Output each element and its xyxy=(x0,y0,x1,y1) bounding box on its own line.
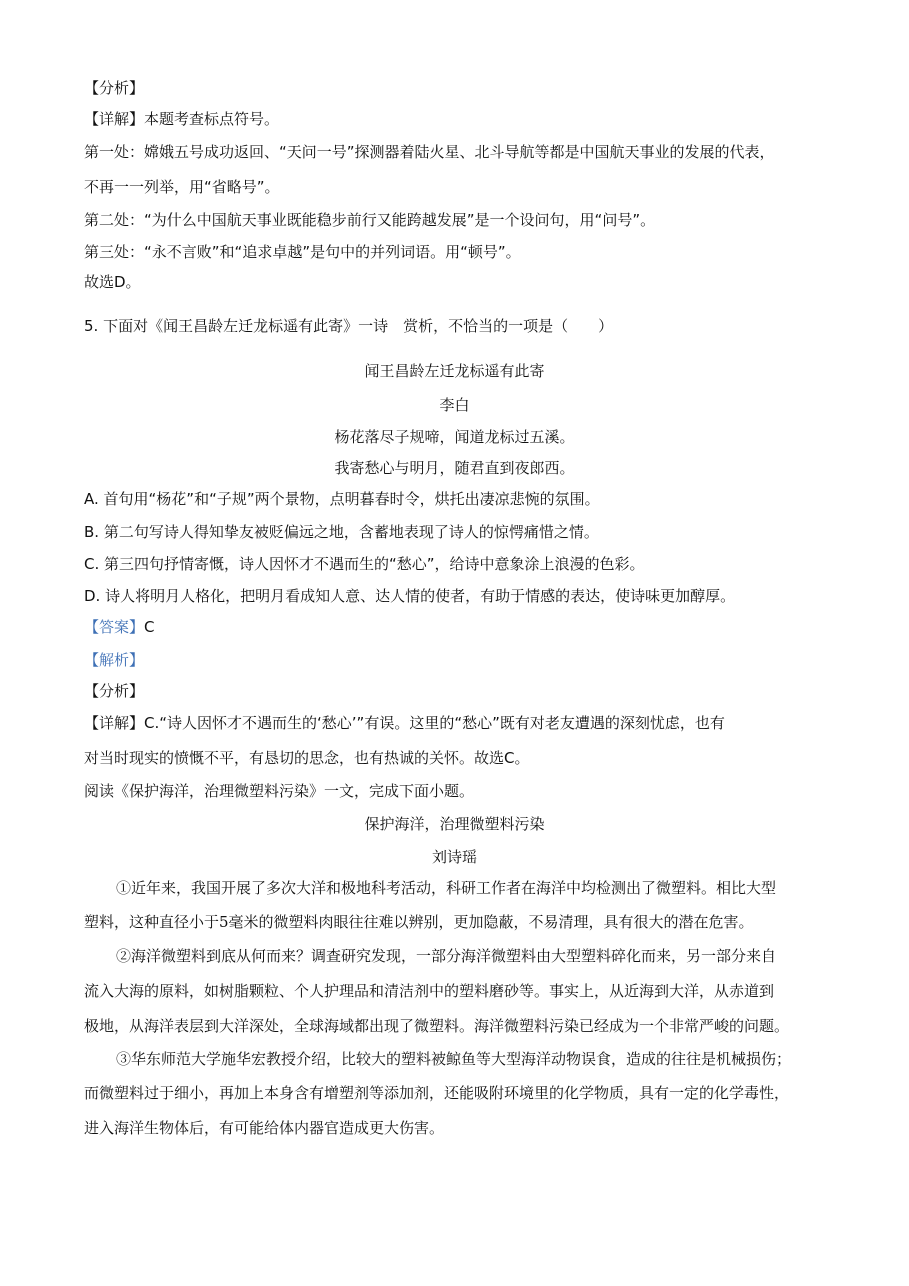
explanation-point-3: 第三处：“永不言败”和“追求卓越”是句中的并列词语。用“顿号”。 xyxy=(84,243,521,261)
paragraph-3-line-3: 进入海洋生物体后，有可能给体内器官造成更大伤害。 xyxy=(84,1119,445,1137)
option-c: C. 第三四句抒情寄慨，诗人因怀才不遇而生的“愁心”，给诗中意象涂上浪漫的色彩。 xyxy=(84,555,645,573)
explanation-point-1b: 不再一一列举，用“省略号”。 xyxy=(84,178,280,196)
paragraph-2-line-2: 流入大海的原料，如树脂颗粒、个人护理品和清洁剂中的塑料磨砂等。事实上，从近海到大洋，从赤道到 xyxy=(84,982,775,1000)
option-b: B. 第二句写诗人得知挚友被贬偏远之地，含蓄地表现了诗人的惊愕痛惜之情。 xyxy=(84,523,599,541)
answer-value: C xyxy=(144,618,155,636)
analysis-heading: 【分析】 xyxy=(84,79,145,97)
detail-line-2: 对当时现实的愤慨不平，有恳切的思念，也有热诚的关怀。故选C。 xyxy=(84,749,530,767)
poem-author: 李白 xyxy=(439,396,470,414)
reading-intro: 阅读《保护海洋，治理微塑料污染》一文，完成下面小题。 xyxy=(84,782,475,800)
analysis-label: 【解析】 xyxy=(84,651,145,669)
option-d: D. 诗人将明月人格化，把明月看成知人意、达人情的使者，有助于情感的表达，使诗味更加醇厚。 xyxy=(84,587,736,605)
paragraph-3-line-2: 而微塑料过于细小，再加上本身含有增塑剂等添加剂，还能吸附环境里的化学物质，具有一定的化学毒性， xyxy=(84,1084,790,1102)
poem-title: 闻王昌龄左迁龙标遥有此寄 xyxy=(364,362,545,380)
answer-label: 【答案】 xyxy=(84,618,145,636)
article-title: 保护海洋，治理微塑料污染 xyxy=(364,815,545,833)
detail-line-1: 【详解】C.“诗人因怀才不遇而生的‘愁心’”有误。这里的“愁心”既有对老友遭遇的深刻忧虑，也有 xyxy=(84,714,725,732)
question-5-stem: 5. 下面对《闻王昌龄左迁龙标遥有此寄》一诗 赏析，不恰当的一项是（ ） xyxy=(84,317,614,335)
paragraph-1-line-2: 塑料，这种直径小于5毫米的微塑料肉眼往往难以辨别，更加隐蔽，不易清理，具有很大的潜在危害。 xyxy=(84,913,754,931)
poem-line-2: 我寄愁心与明月，随君直到夜郎西。 xyxy=(334,459,575,477)
option-a: A. 首句用“杨花”和“子规”两个景物，点明暮春时令，烘托出凄凉悲惋的氛围。 xyxy=(84,490,600,508)
paragraph-3-line-1: ③华东师范大学施华宏教授介绍，比较大的塑料被鲸鱼等大型海洋动物误食，造成的往往是机械损伤； xyxy=(116,1050,792,1068)
analysis-heading-2: 【分析】 xyxy=(84,682,145,700)
answer-choice: 故选D。 xyxy=(84,273,141,291)
explanation-point-2: 第二处：“为什么中国航天事业既能稳步前行又能跨越发展”是一个设问句，用“问号”。 xyxy=(84,211,656,229)
paragraph-2-line-3: 极地，从海洋表层到大洋深处，全球海域都出现了微塑料。海洋微塑料污染已经成为一个非常严峻的问题。 xyxy=(84,1017,790,1035)
detail-heading: 【详解】本题考查标点符号。 xyxy=(84,110,280,128)
explanation-point-1a: 第一处：嫦娥五号成功返回、“天问一号”探测器着陆火星、北斗导航等都是中国航天事业的发展的代表， xyxy=(84,143,775,161)
article-author: 刘诗瑶 xyxy=(431,848,477,866)
answer-line xyxy=(84,617,155,637)
paragraph-1-line-1: ①近年来，我国开展了多次大洋和极地科考活动，科研工作者在海洋中均检测出了微塑料。相比大型 xyxy=(116,879,777,897)
paragraph-2-line-1: ②海洋微塑料到底从何而来？调查研究发现，一部分海洋微塑料由大型塑料碎化而来，另一部分来自 xyxy=(116,947,777,965)
poem-line-1: 杨花落尽子规啼，闻道龙标过五溪。 xyxy=(334,428,575,446)
